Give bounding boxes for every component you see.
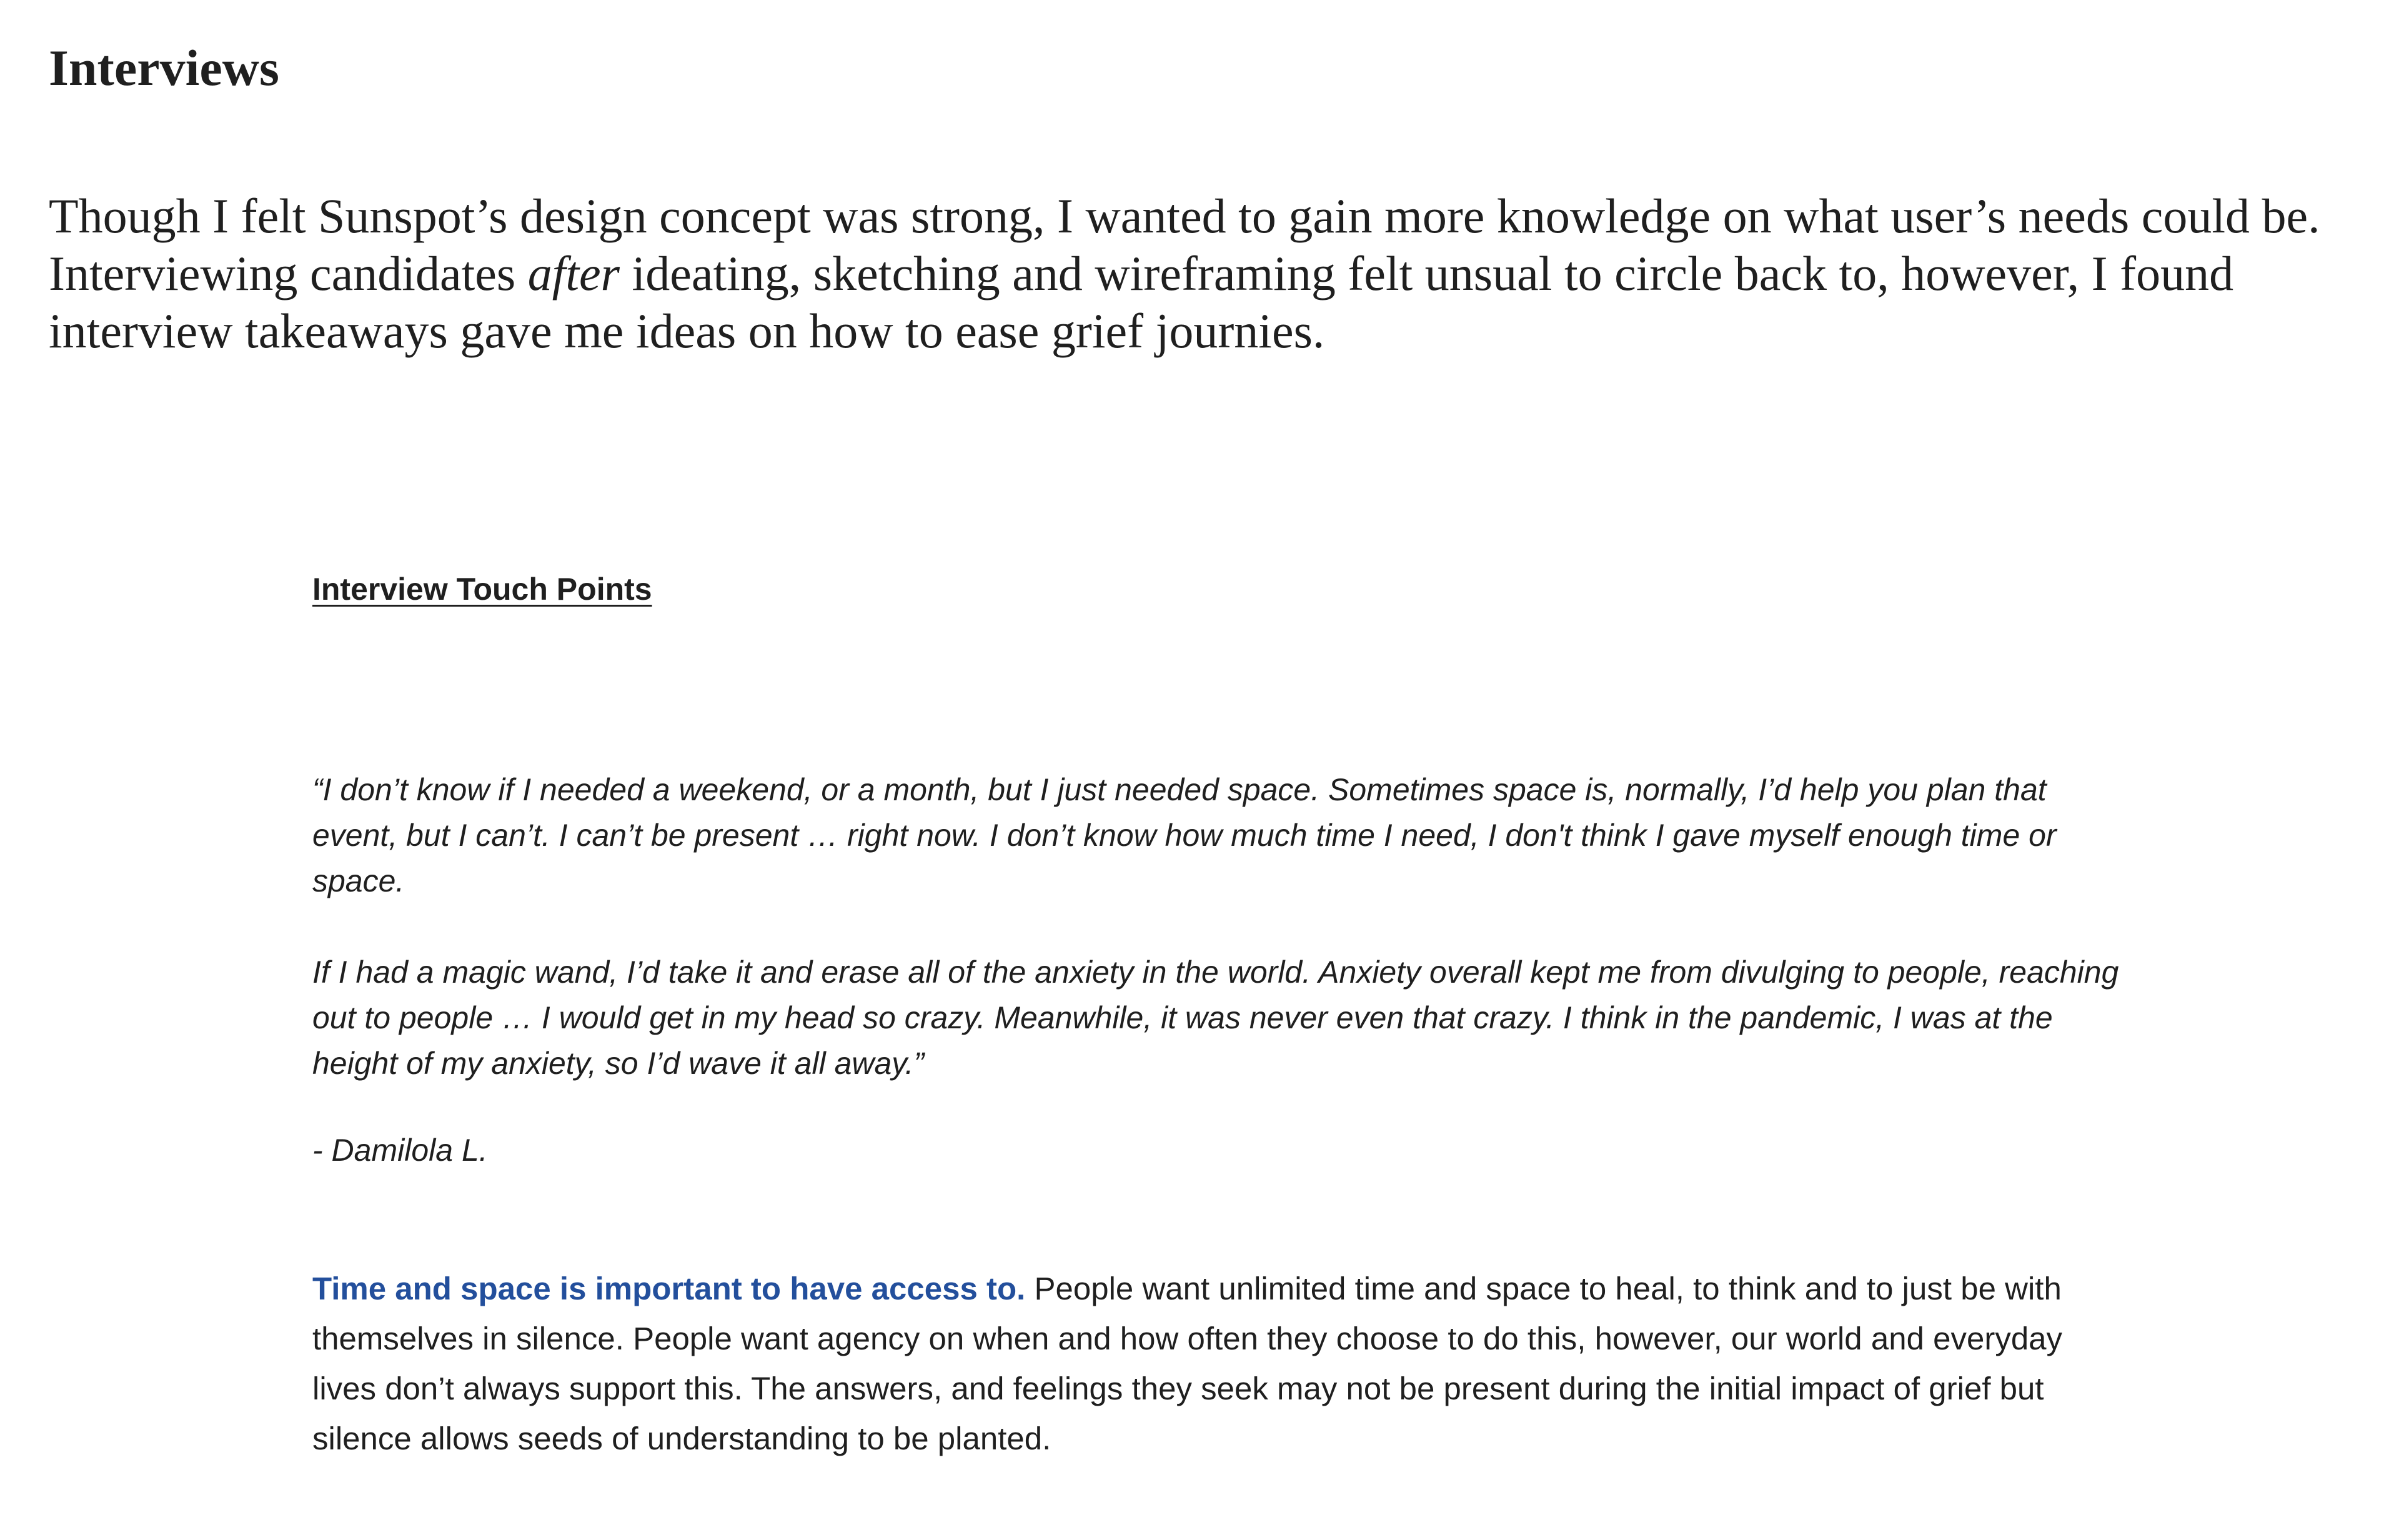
quote-attribution: - Damilola L. xyxy=(312,1133,488,1168)
section-title: Interviews xyxy=(49,39,279,96)
insight-highlight: Time and space is important to have access to. xyxy=(312,1271,1026,1306)
intro-text-start: Though I felt Sunspot’s design concept was strong, I wanted to gain more knowledge on what user’s needs could be. Interviewing candidates xyxy=(49,189,2320,301)
intro-emphasis: after xyxy=(527,246,620,301)
document-heading: Interview Touch Points xyxy=(312,572,652,607)
insight-paragraph xyxy=(312,1264,2124,1464)
interview-quote-paragraph-2: If I had a magic wand, I’d take it and erase all of the anxiety in the world. Anxiety overall kept me from divulging to people, reaching out to people … I would get in my head so crazy. Meanwhile, it was never even that crazy. I think in the pandemic, I was at the height of my anxiety, so I’d wave it all away.” xyxy=(312,955,2119,1081)
interview-quote-paragraph-1: “I don’t know if I needed a weekend, or a month, but I just needed space. Sometimes space is, normally, I’d help you plan that event, but I can’t. I can’t be present … right now. I don’t know how much time I need, I don't think I gave myself enough time or space. xyxy=(312,772,2057,898)
insight-body: People want unlimited time and space to heal, to think and to just be with themselves in silence. People want agency on when and how often they choose to do this, however, our world and everyday lives don’t always support this. The answers, and feelings they seek may not be present during the initial impact of grief but silence allows seeds of understanding to be planted. xyxy=(312,1271,2063,1456)
intro-paragraph xyxy=(49,187,2360,360)
intro-text-end: ideating, sketching and wireframing felt unsual to circle back to, however, I found interview takeaways gave me ideas on how to ease grief journies. xyxy=(49,246,2234,358)
